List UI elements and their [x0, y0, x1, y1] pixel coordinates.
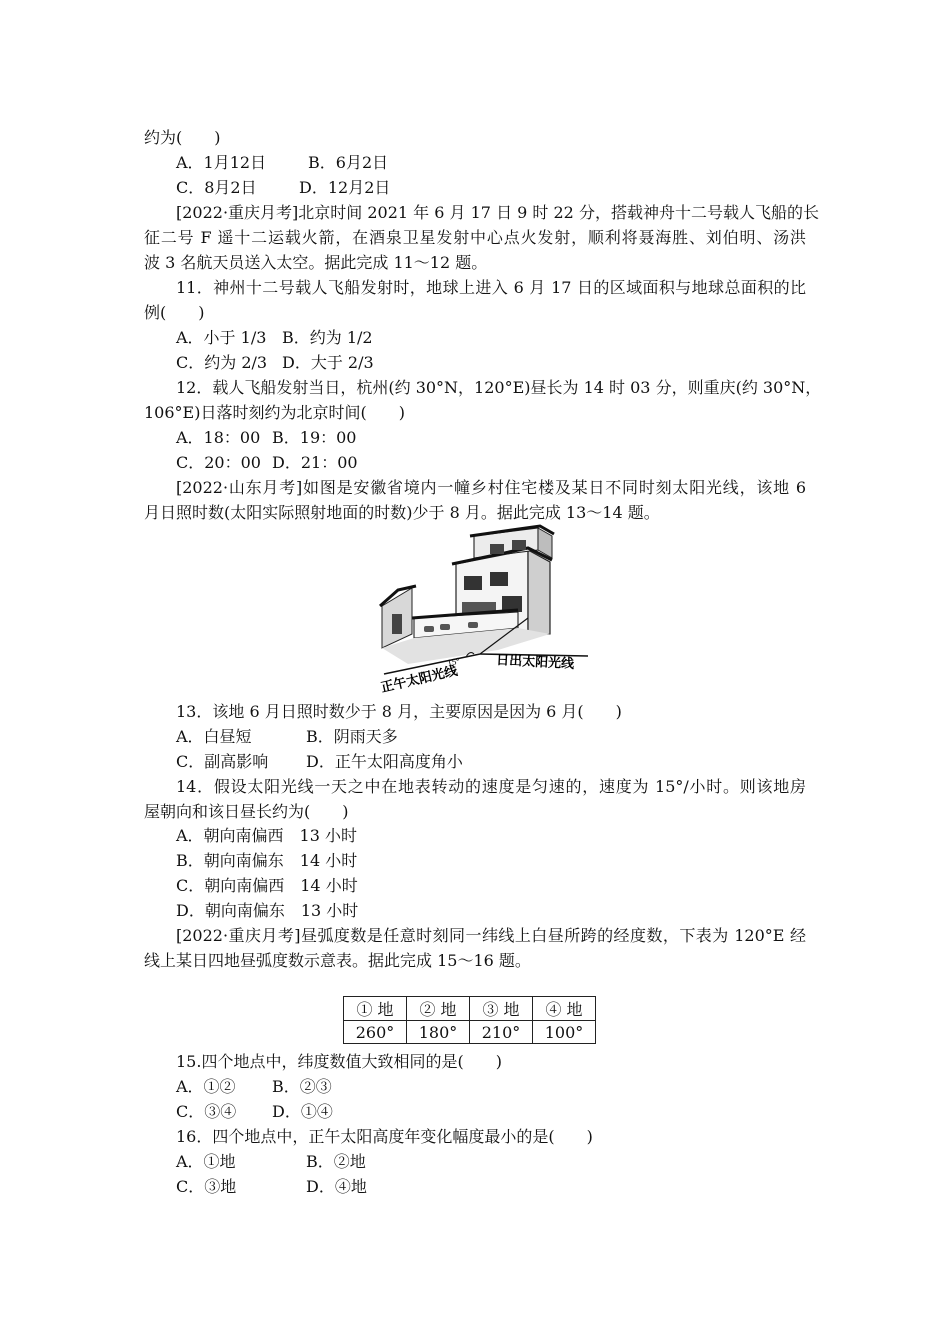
intro-13-14-line-1: [2022·山东月考]如图是安徽省境内一幢乡村住宅楼及某日不同时刻太阳光线，该地 6 — [176, 478, 806, 497]
q12-option-d: D．21：00 — [272, 453, 358, 472]
q11-option-b: B．约为 1/2 — [282, 328, 373, 347]
angle-label: 15° — [446, 655, 461, 668]
q14-stem-line-2: 屋朝向和该日昼长约为( ) — [144, 802, 349, 821]
q16-option-c: C．③地 — [176, 1177, 237, 1196]
sunrise-ray-label: 日出太阳光线 — [495, 653, 575, 673]
q13-stem: 13．该地 6 月日照时数少于 8 月，主要原因是因为 6 月( ) — [176, 702, 622, 721]
table-header-row — [344, 997, 596, 1021]
q13-option-a: A．白昼短 — [176, 727, 252, 746]
window — [490, 572, 508, 586]
table-cell: 210° — [470, 1021, 533, 1044]
q12-stem-line-2: 106°E)日落时刻约为北京时间( ) — [144, 403, 405, 422]
q14-option-a: A．朝向南偏西 13 小时 — [176, 826, 358, 845]
wall-opening — [424, 626, 434, 632]
intro-15-16-line-1: [2022·重庆月考]昼弧度数是任意时刻同一纬线上白昼所跨的经度数，下表为 120°E 经 — [176, 926, 806, 945]
q16-option-b: B．②地 — [306, 1152, 366, 1171]
q15-option-c: C．③④ — [176, 1102, 237, 1121]
q14-option-b: B．朝向南偏东 14 小时 — [176, 851, 358, 870]
q11-stem-line-1: 11．神州十二号载人飞船发射时，地球上进入 6 月 17 日的区域面积与地球总面积的比 — [176, 278, 806, 297]
q12-option-a: A．18：00 — [176, 428, 261, 447]
window — [464, 576, 482, 590]
q11-stem-line-2: 例( ) — [144, 303, 205, 322]
q13-option-d: D．正午太阳高度角小 — [306, 752, 463, 771]
house-sunlight-figure — [378, 524, 604, 696]
table-header-cell: ① 地 — [344, 997, 407, 1021]
intro-13-14-line-2: 月日照时数(太阳实际照射地面的时数)少于 8 月。据此完成 13～14 题。 — [144, 503, 660, 522]
table-row — [344, 1021, 596, 1044]
q16-option-d: D．④地 — [306, 1177, 367, 1196]
q15-option-a: A．①② — [176, 1077, 236, 1096]
q12-option-c: C．20：00 — [176, 453, 261, 472]
intro-11-12-line-1: [2022·重庆月考]北京时间 2021 年 6 月 17 日 9 时 22 分，搭载神舟十二号载人飞船的长 — [176, 203, 819, 222]
q14-option-d: D．朝向南偏东 13 小时 — [176, 901, 359, 920]
wall-opening — [440, 624, 450, 630]
q12-option-b: B．19：00 — [272, 428, 357, 447]
day-arc-table — [343, 996, 596, 1044]
q16-stem: 16．四个地点中，正午太阳高度年变化幅度最小的是( ) — [176, 1127, 593, 1146]
q11-option-c: C．约为 2/3 — [176, 353, 268, 372]
q13-option-c: C．副高影响 — [176, 752, 269, 771]
q14-stem-line-1: 14．假设太阳光线一天之中在地表转动的速度是匀速的，速度为 15°/小时。则该地房 — [176, 777, 806, 796]
q15-stem: 15.四个地点中，纬度数值大致相同的是( ) — [176, 1052, 502, 1071]
table-cell: 100° — [533, 1021, 596, 1044]
table-header-cell: ③ 地 — [470, 997, 533, 1021]
gate-door — [392, 614, 402, 634]
q12-stem-line-1: 12．载人飞船发射当日，杭州(约 30°N，120°E)昼长为 14 时 03 分，则重庆(约 30°N， — [176, 378, 822, 397]
q15-option-b: B．②③ — [272, 1077, 332, 1096]
noon-ray-label: 正午太阳光线 — [379, 663, 459, 696]
q11-option-a: A．小于 1/3 — [176, 328, 267, 347]
table-cell: 260° — [344, 1021, 407, 1044]
wall-opening — [468, 622, 478, 628]
window — [490, 544, 504, 554]
q13-option-b: B．阴雨天多 — [306, 727, 398, 746]
q10-option-d: D．12月2日 — [299, 178, 391, 197]
q15-option-d: D．①④ — [272, 1102, 333, 1121]
q14-option-c: C．朝向南偏西 14 小时 — [176, 876, 358, 895]
q10-option-b: B．6月2日 — [308, 153, 389, 172]
table-header-cell: ② 地 — [407, 997, 470, 1021]
intro-11-12-line-3: 波 3 名航天员送入太空。据此完成 11～12 题。 — [144, 253, 488, 272]
table-header-cell: ④ 地 — [533, 997, 596, 1021]
window — [512, 540, 526, 550]
intro-11-12-line-2: 征二号 F 遥十二运载火箭，在酒泉卫星发射中心点火发射，顺利将聂海胜、刘伯明、汤洪 — [144, 228, 806, 247]
q10-option-c: C．8月2日 — [176, 178, 257, 197]
house-side-wall — [528, 550, 550, 636]
q16-option-a: A．①地 — [176, 1152, 236, 1171]
intro-15-16-line-2: 线上某日四地昼弧度数示意表。据此完成 15～16 题。 — [144, 951, 531, 970]
q10-stem-tail: 约为( ) — [144, 128, 221, 147]
table-cell: 180° — [407, 1021, 470, 1044]
q11-option-d: D．大于 2/3 — [282, 353, 374, 372]
q10-option-a: A．1月12日 — [176, 153, 267, 172]
